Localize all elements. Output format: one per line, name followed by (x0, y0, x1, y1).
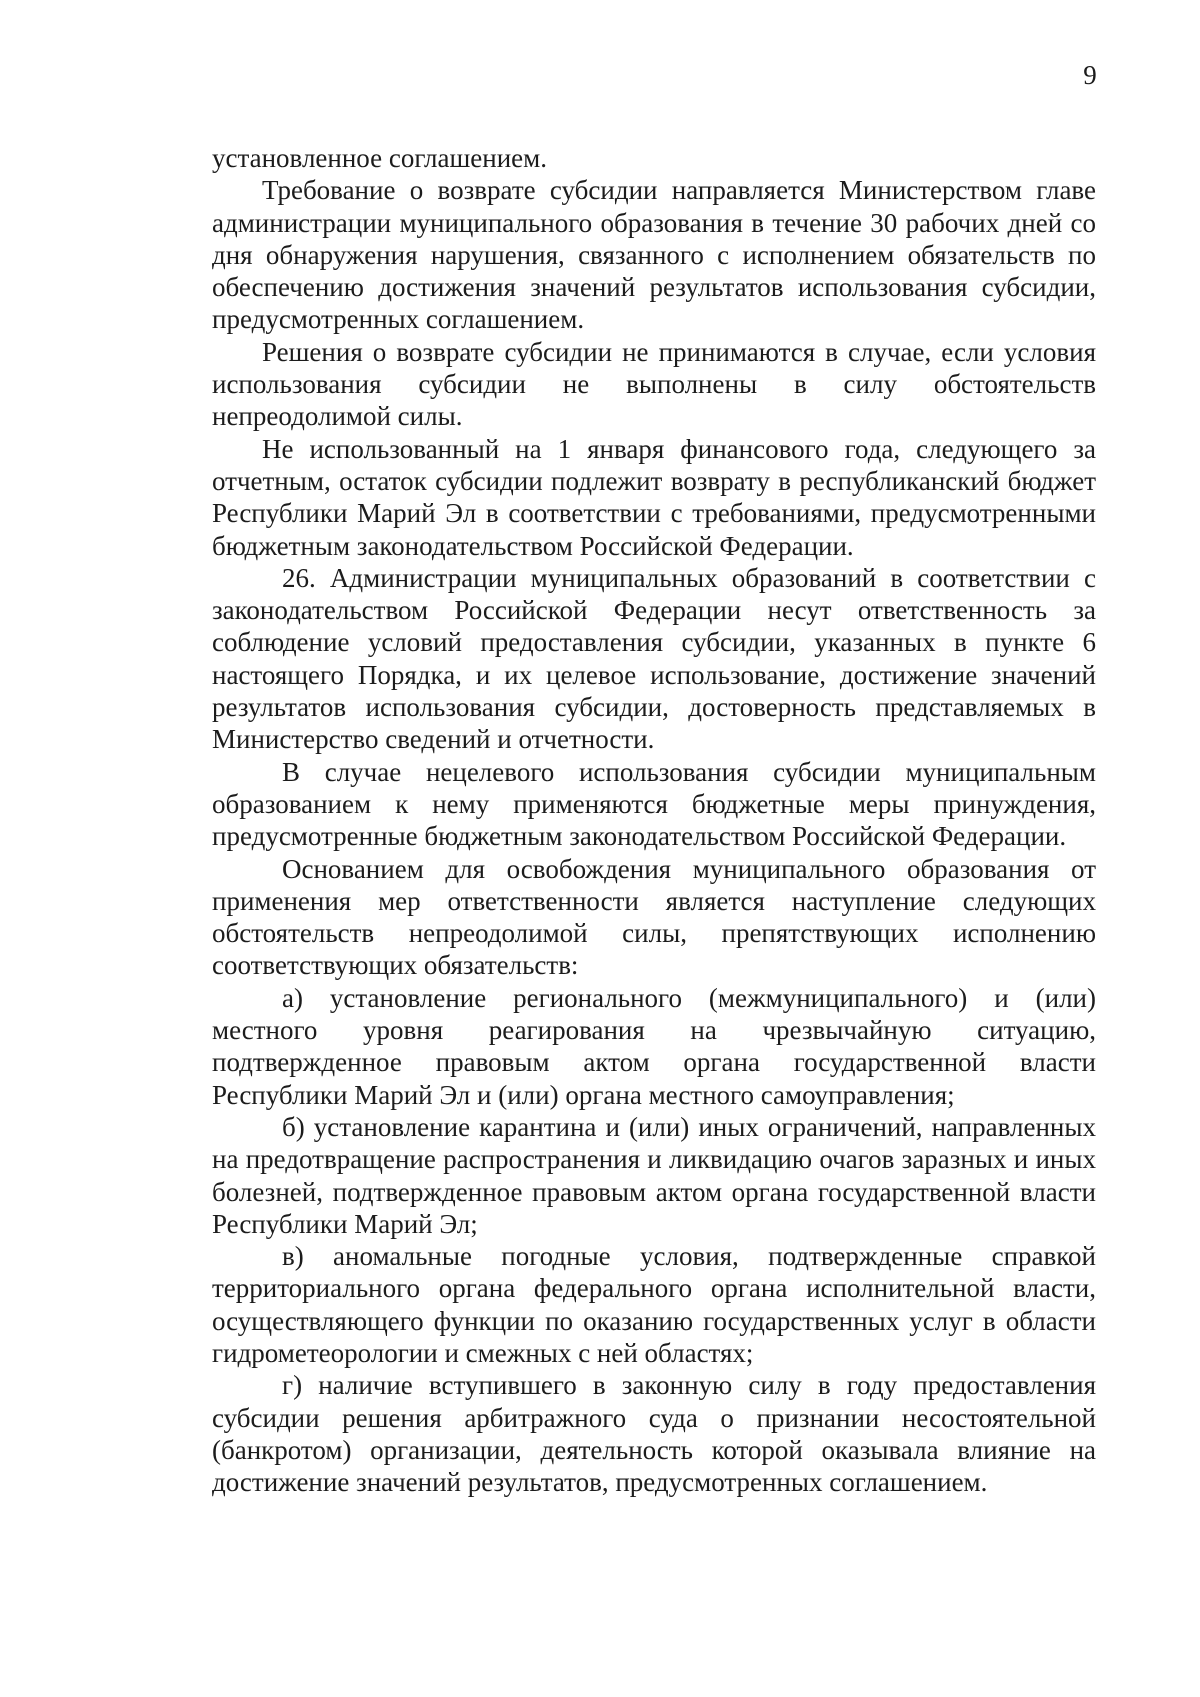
paragraph-unused-balance: Не использованный на 1 января финансового года, следующего за отчетным, остаток субсидии подлежит возврату в республиканский бюджет Республики Марий Эл в соответствии с требованиями, предусмотренными бюджетным законодательством Российской Федерации. (212, 433, 1096, 561)
paragraph-continuation: установленное соглашением. (212, 143, 547, 173)
document-body (212, 142, 1096, 1498)
paragraph-misuse: В случае нецелевого использования субсидии муниципальным образованием к нему применяются бюджетные меры принуждения, предусмотренные бюджетным законодательством Российской Федерации. (212, 756, 1096, 852)
paragraph-return-decisions: Решения о возврате субсидии не принимаются в случае, если условия использования субсидии не выполнены в силу обстоятельств непреодолимой силы. (212, 336, 1096, 432)
paragraph-item-a: а) установление регионального (межмуниципального) и (или) местного уровня реагирования на чрезвычайную ситуацию, подтвержденное правовым актом органа государственной власти Республики Марий Эл и (или) органа местного самоуправления; (212, 982, 1096, 1110)
paragraph-item-26: 26. Администрации муниципальных образований в соответствии с законодательством Российской Федерации несут ответственность за соблюдение условий предоставления субсидии, указанных в пункте 6 настоящего Порядка, и их целевое использование, достижение значений результатов использования субсидии, достоверность представляемых в Министерство сведений и отчетности. (212, 562, 1096, 755)
paragraph-item-v: в) аномальные погодные условия, подтвержденные справкой территориального органа федерального органа исполнительной власти, осуществляющего функции по оказанию государственных услуг в области гидрометеорологии и смежных с ней областях; (212, 1241, 1096, 1368)
paragraph-return-demand: Требование о возврате субсидии направляется Министерством главе администрации муниципального образования в течение 30 рабочих дней со дня обнаружения нарушения, связанного с исполнением обязательств по обеспечению достижения значений результатов использования субсидии, предусмотренных соглашением. (212, 175, 1096, 335)
page-number: 9 (1083, 60, 1097, 90)
paragraph-exemption-basis: Основанием для освобождения муниципального образования от применения мер ответственности является наступление следующих обстоятельств непреодолимой силы, препятствующих исполнению соответствующих обязательств: (212, 853, 1096, 981)
paragraph-item-g: г) наличие вступившего в законную силу в году предоставления субсидии решения арбитражного суда о признании несостоятельной (банкротом) организации, деятельность которой оказывала влияние на достижение значений результатов, предусмотренных соглашением. (212, 1370, 1096, 1498)
paragraph-item-b: б) установление карантина и (или) иных ограничений, направленных на предотвращение распространения и ликвидацию очагов заразных и иных болезней, подтвержденное правовым актом органа государственной власти Республики Марий Эл; (212, 1111, 1096, 1239)
